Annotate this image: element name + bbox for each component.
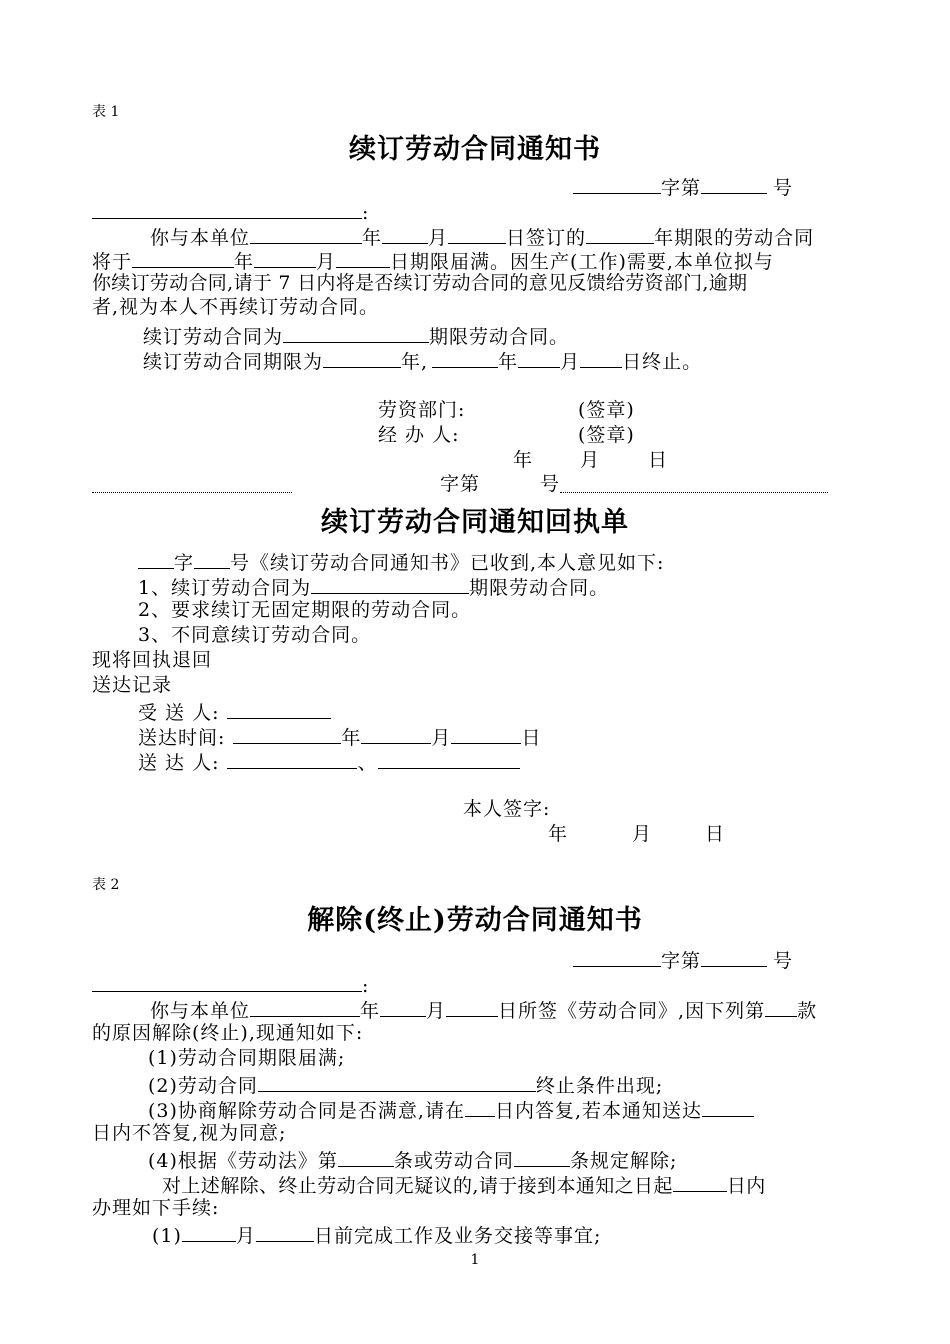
paragraph-line: 者,视为本人不再续订劳动合同。 [92,296,380,318]
option-1: 1、续订劳动合同为 期限劳动合同。 [138,573,609,600]
paragraph-line: 你与本单位 年 月 日签订的 年期限的劳动合同 [150,223,814,250]
handler-label: 经 办 人: [378,424,460,446]
cut-line [560,492,828,493]
blank-field[interactable] [182,1221,236,1242]
blank-field[interactable] [323,347,401,368]
blank-field[interactable] [378,748,520,769]
renewal-term-line: 续订劳动合同期限为 年, 年 月 日终止。 [143,347,702,374]
blank-field[interactable] [446,996,498,1017]
paragraph-line: 的原因解除(终止),现通知如下: [92,1022,364,1044]
blank-field[interactable] [132,247,234,268]
blank-receiver[interactable] [227,698,331,719]
receipt-zi-di: 字第 [440,473,481,495]
blank-field[interactable] [233,723,341,744]
blank-field[interactable] [765,996,797,1017]
option-3: 3、不同意续订劳动合同。 [138,624,372,646]
blank-field[interactable] [283,322,429,343]
date-day: 日 [648,449,669,471]
procedure-paragraph-cont: 办理如下手续: [92,1197,220,1219]
delivery-time-line: 送达时间: 年 月 日 [138,723,541,750]
addressee-line: : [92,198,369,225]
table-label: 表 1 [92,104,120,120]
termination-title: 解除(终止)劳动合同通知书 [307,905,643,936]
blank-field[interactable] [138,548,174,569]
date-year: 年 [548,823,569,845]
procedure-step-1: (1) 月 日前完成工作及业务交接等事宜; [152,1221,601,1248]
blank-number[interactable] [701,173,767,194]
cut-line [92,492,292,493]
blank-field[interactable] [514,1146,570,1167]
blank-field[interactable] [586,223,654,244]
blank-field[interactable] [256,1221,314,1242]
date-day: 日 [705,823,726,845]
blank-prefix[interactable] [573,946,661,967]
blank-field[interactable] [673,1171,727,1192]
blank-field[interactable] [448,223,506,244]
blank-field[interactable] [250,996,360,1017]
blank-field[interactable] [702,1096,754,1117]
blank-field[interactable] [254,247,316,268]
blank-field[interactable] [311,573,469,594]
blank-addressee[interactable] [92,971,362,992]
signature-label: 本人签字: [463,798,551,820]
renewal-type-line: 续订劳动合同为 期限劳动合同。 [143,322,569,349]
blank-addressee[interactable] [92,198,362,219]
blank-field[interactable] [382,223,428,244]
reason-3: (3)协商解除劳动合同是否满意,请在 日内答复,若本通知送达 [148,1096,754,1123]
seal-label: (签章) [578,399,635,421]
blank-field[interactable] [465,1096,495,1117]
procedure-paragraph: 对上述解除、终止劳动合同无疑议的,请于接到本通知之日起 日内 [162,1171,766,1198]
blank-field[interactable] [336,247,390,268]
receipt-intro: 字 号《续订劳动合同通知书》已收到,本人意见如下: [138,548,664,575]
receipt-title: 续订劳动合同通知回执单 [321,507,629,538]
blank-number[interactable] [701,946,767,967]
paragraph-line: 将于 年 月 日期限届满。因生产(工作)需要,本单位拟与 [92,247,774,274]
blank-field[interactable] [338,1146,394,1167]
deliverer-line: 送 达 人: 、 [138,748,520,775]
blank-field[interactable] [194,548,230,569]
blank-field[interactable] [227,748,357,769]
reason-1: (1)劳动合同期限届满; [148,1047,346,1069]
blank-field[interactable] [432,347,498,368]
blank-field[interactable] [518,347,560,368]
table-label: 表 2 [92,877,120,893]
date-month: 月 [580,449,601,471]
reason-4: (4)根据《劳动法》第 条或劳动合同 条规定解除; [148,1146,677,1173]
receiver-line: 受 送 人: [138,698,331,725]
paragraph-line: 你与本单位 年 月 日所签《劳动合同》,因下列第 款 [150,996,817,1023]
reference-number: 字第 号 [573,946,793,973]
blank-field[interactable] [580,347,622,368]
reference-number: 字第 号 [573,173,793,200]
date-year: 年 [513,449,534,471]
blank-field[interactable] [361,723,431,744]
notice-title: 续订劳动合同通知书 [349,134,601,165]
return-text: 现将回执退回 [92,649,213,671]
reason-3-cont: 日内不答复,视为同意; [92,1122,287,1144]
option-2: 2、要求续订无固定期限的劳动合同。 [138,599,472,621]
blank-prefix[interactable] [573,173,661,194]
delivery-record-title: 送达记录 [92,674,173,696]
blank-field[interactable] [380,996,426,1017]
seal-label: (签章) [578,424,635,446]
blank-field[interactable] [451,723,521,744]
date-month: 月 [632,823,653,845]
addressee-line: : [92,971,369,998]
page-number: 1 [470,1252,480,1268]
reason-2: (2)劳动合同 终止条件出现; [148,1071,663,1098]
dept-label: 劳资部门: [378,399,466,421]
paragraph-line: 你续订劳动合同,请于 7 日内将是否续订劳动合同的意见反馈给劳资部门,逾期 [92,272,748,294]
blank-field[interactable] [250,223,362,244]
receipt-hao: 号 [540,473,561,495]
blank-field[interactable] [258,1071,536,1092]
